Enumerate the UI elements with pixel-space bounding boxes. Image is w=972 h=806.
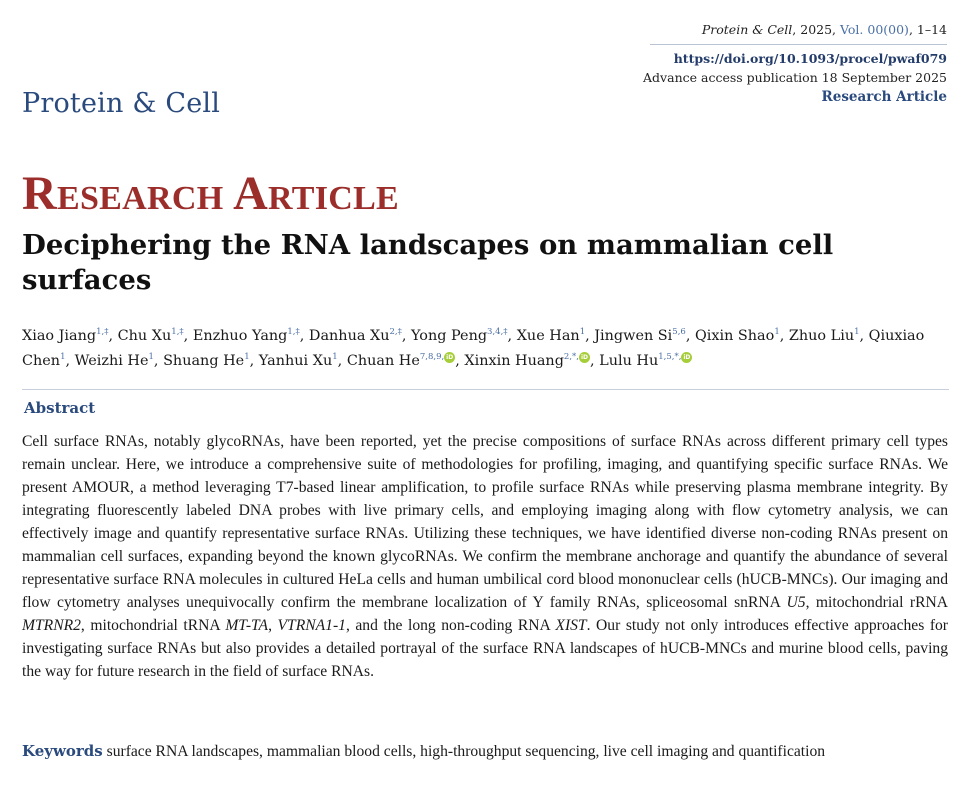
- header-rule: [650, 44, 947, 45]
- affiliation-marker[interactable]: 2,‡: [389, 327, 402, 337]
- author-name[interactable]: Shuang He: [163, 353, 245, 369]
- author[interactable]: [347, 353, 465, 369]
- affiliation-marker[interactable]: 5,6: [672, 327, 686, 337]
- author-separator: ,: [183, 328, 193, 344]
- author-name[interactable]: Xinxin Huang: [464, 353, 564, 369]
- affiliation-marker[interactable]: 1: [244, 352, 250, 362]
- keywords-label: Keywords: [22, 742, 103, 760]
- citation-year: , 2025,: [792, 22, 841, 37]
- author-separator: ,: [455, 353, 465, 369]
- author[interactable]: [75, 353, 163, 369]
- citation-pages: , 1–14: [908, 22, 947, 37]
- affiliation-marker[interactable]: 2,*,: [563, 352, 579, 362]
- author-separator: ,: [401, 328, 412, 344]
- affiliation-marker[interactable]: 1: [148, 352, 154, 362]
- author-separator: ,: [859, 328, 869, 344]
- orcid-icon[interactable]: iD: [683, 354, 691, 361]
- author-name[interactable]: Jingwen Si: [594, 328, 673, 344]
- author-name[interactable]: Xue Han: [516, 328, 580, 344]
- author[interactable]: [22, 328, 118, 344]
- abstract-part: , and the long non-coding RNA: [345, 617, 556, 634]
- orcid-icon[interactable]: iD: [580, 354, 588, 361]
- author-separator: ,: [299, 328, 309, 344]
- gene-name: VTRNA1-1: [277, 617, 346, 634]
- access-line: Advance access publication 18 September 2025: [643, 70, 947, 85]
- author-separator: ,: [685, 328, 695, 344]
- author[interactable]: [517, 328, 595, 344]
- gene-name: XIST: [555, 617, 587, 634]
- abstract-text: [22, 430, 948, 683]
- author-separator: ,: [249, 353, 259, 369]
- affiliation-marker[interactable]: 1,‡: [287, 327, 300, 337]
- affiliation-marker[interactable]: 1: [854, 327, 860, 337]
- abstract-part: , mitochondrial tRNA: [80, 617, 226, 634]
- author-name[interactable]: Chuan He: [346, 353, 420, 369]
- author-name[interactable]: Lulu Hu: [599, 353, 659, 369]
- gene-name: MT-TA: [225, 617, 269, 634]
- author-separator: ,: [779, 328, 789, 344]
- author[interactable]: [599, 353, 692, 369]
- author-separator: ,: [337, 353, 347, 369]
- author-separator: ,: [507, 328, 517, 344]
- volume-link[interactable]: Vol. 00(00): [840, 22, 909, 37]
- author-separator: ,: [153, 353, 164, 369]
- orcid-icon[interactable]: iD: [446, 354, 454, 361]
- author-list: [22, 324, 952, 374]
- article-title: Deciphering the RNA landscapes on mammalian cell surfaces: [22, 229, 834, 296]
- article-metadata: [643, 20, 947, 107]
- author-separator: ,: [108, 328, 118, 344]
- author[interactable]: [411, 328, 517, 344]
- author-separator: ,: [65, 353, 75, 369]
- author[interactable]: [193, 328, 309, 344]
- affiliation-marker[interactable]: 3,4,‡: [487, 327, 508, 337]
- author[interactable]: [259, 353, 347, 369]
- author[interactable]: [118, 328, 193, 344]
- affiliation-marker[interactable]: 1: [579, 327, 586, 337]
- author[interactable]: [789, 328, 869, 344]
- author-separator: ,: [585, 328, 595, 344]
- author[interactable]: [594, 328, 695, 344]
- affiliation-marker[interactable]: 1: [774, 327, 780, 337]
- abstract-part: ,: [268, 617, 278, 634]
- author-name[interactable]: Yong Peng: [411, 328, 488, 344]
- affiliation-marker[interactable]: 7,8,9,: [419, 352, 445, 362]
- author-name[interactable]: Enzhuo Yang: [192, 328, 288, 344]
- abstract-part: . Our study not only introduces effective approaches for investigating surface RNAs but also provides a detailed portrayal of the surface RNA landscapes of hUCB-MNCs and murine blood cells, paving the way for future research in the field of surface RNAs.: [22, 617, 949, 680]
- affiliation-marker[interactable]: 1: [332, 352, 338, 362]
- keywords-text: surface RNA landscapes, mammalian blood cells, high-throughput sequencing, live cell imaging and quantification: [102, 743, 826, 760]
- author-name[interactable]: Danhua Xu: [308, 328, 390, 344]
- abstract-heading: Abstract: [24, 399, 96, 417]
- keywords: [22, 740, 948, 763]
- author-name[interactable]: Qiuxiao Chen: [22, 328, 925, 369]
- article-type-label[interactable]: Research Article: [821, 89, 947, 105]
- affiliation-marker[interactable]: 1,‡: [171, 327, 184, 337]
- author-name[interactable]: Qixin Shao: [694, 328, 775, 344]
- citation-journal: Protein & Cell: [701, 22, 793, 37]
- gene-name: MTRNR2: [22, 617, 81, 634]
- citation-line: [643, 20, 947, 39]
- author-name[interactable]: Yanhui Xu: [258, 353, 333, 369]
- abstract-part: , mitochondrial rRNA: [805, 594, 948, 611]
- abstract-part: Cell surface RNAs, notably glycoRNAs, have been reported, yet the precise compositions of surface RNAs across different primary cell types remain unclear. Here, we introduce a comprehensive suite of methodologies for profiling, imaging, and quantifying specific surface RNAs. We present AMOUR, a method leveraging T7-based linear amplification, to profile surface RNAs while preserving plasma membrane integrity. By integrating fluorescently labeled DNA probes with live primary cells, and employing imaging along with flow cytometry analysis, we can effectively image and quantify representative surface RNAs. Utilizing these techniques, we have identified diverse non-coding RNAs present on mammalian cell surfaces, expanding beyond the known glycoRNAs. We confirm the membrane anchorage and quantify the abundance of several representative surface RNA molecules in cultured HeLa cells and human umbilical cord blood mononuclear cells (hUCB-MNCs). Our imaging and flow cytometry analyses unequivocally confirm the membrane localization of Y family RNAs, spliceosomal snRNA: [22, 433, 948, 611]
- affiliation-marker[interactable]: 1,‡: [96, 327, 109, 337]
- article-type-heading: Research Article: [22, 167, 400, 220]
- author-name[interactable]: Weizhi He: [74, 353, 149, 369]
- author[interactable]: [309, 328, 411, 344]
- author[interactable]: [163, 353, 259, 369]
- affiliation-marker[interactable]: 1: [60, 352, 66, 362]
- author[interactable]: [464, 353, 599, 369]
- author-name[interactable]: Xiao Jiang: [22, 328, 97, 344]
- author-name[interactable]: Zhuo Liu: [788, 328, 855, 344]
- author-separator: ,: [589, 353, 600, 369]
- author-name[interactable]: Chu Xu: [117, 328, 172, 344]
- affiliation-marker[interactable]: 1,5,*,: [658, 352, 682, 362]
- gene-name: U5: [786, 594, 806, 611]
- author[interactable]: [695, 328, 789, 344]
- journal-name[interactable]: Protein & Cell: [22, 88, 221, 119]
- doi-link[interactable]: https://doi.org/10.1093/procel/pwaf079: [673, 51, 947, 66]
